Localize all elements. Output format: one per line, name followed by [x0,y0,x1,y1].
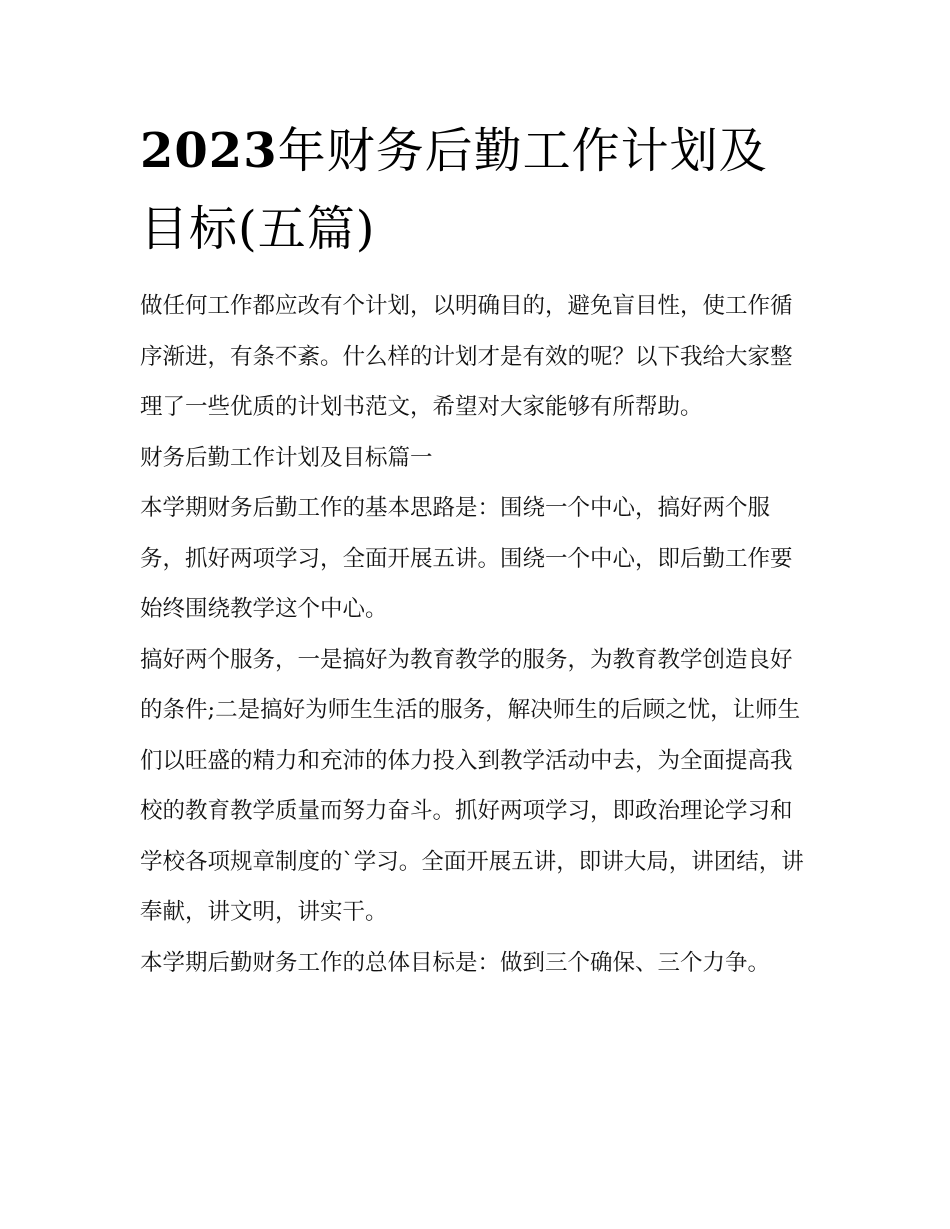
body-paragraph: 搞好两个服务，一是搞好为教育教学的服务，为教育教学创造良好的条件;二是搞好为师生生活的服务，解决师生的后顾之忧，让师生们以旺盛的精力和充沛的体力投入到教学活动中去，为全面提高我校的教育教学质量而努力奋斗。抓好两项学习，即政治理论学习和学校各项规章制度的`学习。全面开展五讲，即讲大局，讲团结，讲奉献，讲文明，讲实干。 [140,646,804,925]
document-title [140,112,812,268]
body-paragraph: 本学期后勤财务工作的总体目标是：做到三个确保、三个力争。 [140,949,771,976]
section-heading: 财务后勤工作计划及目标篇一 [140,444,433,471]
title-text: 年财务后勤工作计划及目标(五篇) [140,123,768,257]
intro-paragraph: 做任何工作都应改有个计划，以明确目的，避免盲目性，使工作循序渐进，有条不紊。什么样的计划才是有效的呢？以下我给大家整理了一些优质的计划书范文，希望对大家能够有所帮助。 [140,293,793,420]
title-year: 2023 [140,123,278,179]
document-body [140,112,812,988]
body-paragraph: 本学期财务后勤工作的基本思路是：围绕一个中心，搞好两个服务，抓好两项学习，全面开展五讲。围绕一个中心，即后勤工作要始终围绕教学这个中心。 [140,495,793,622]
